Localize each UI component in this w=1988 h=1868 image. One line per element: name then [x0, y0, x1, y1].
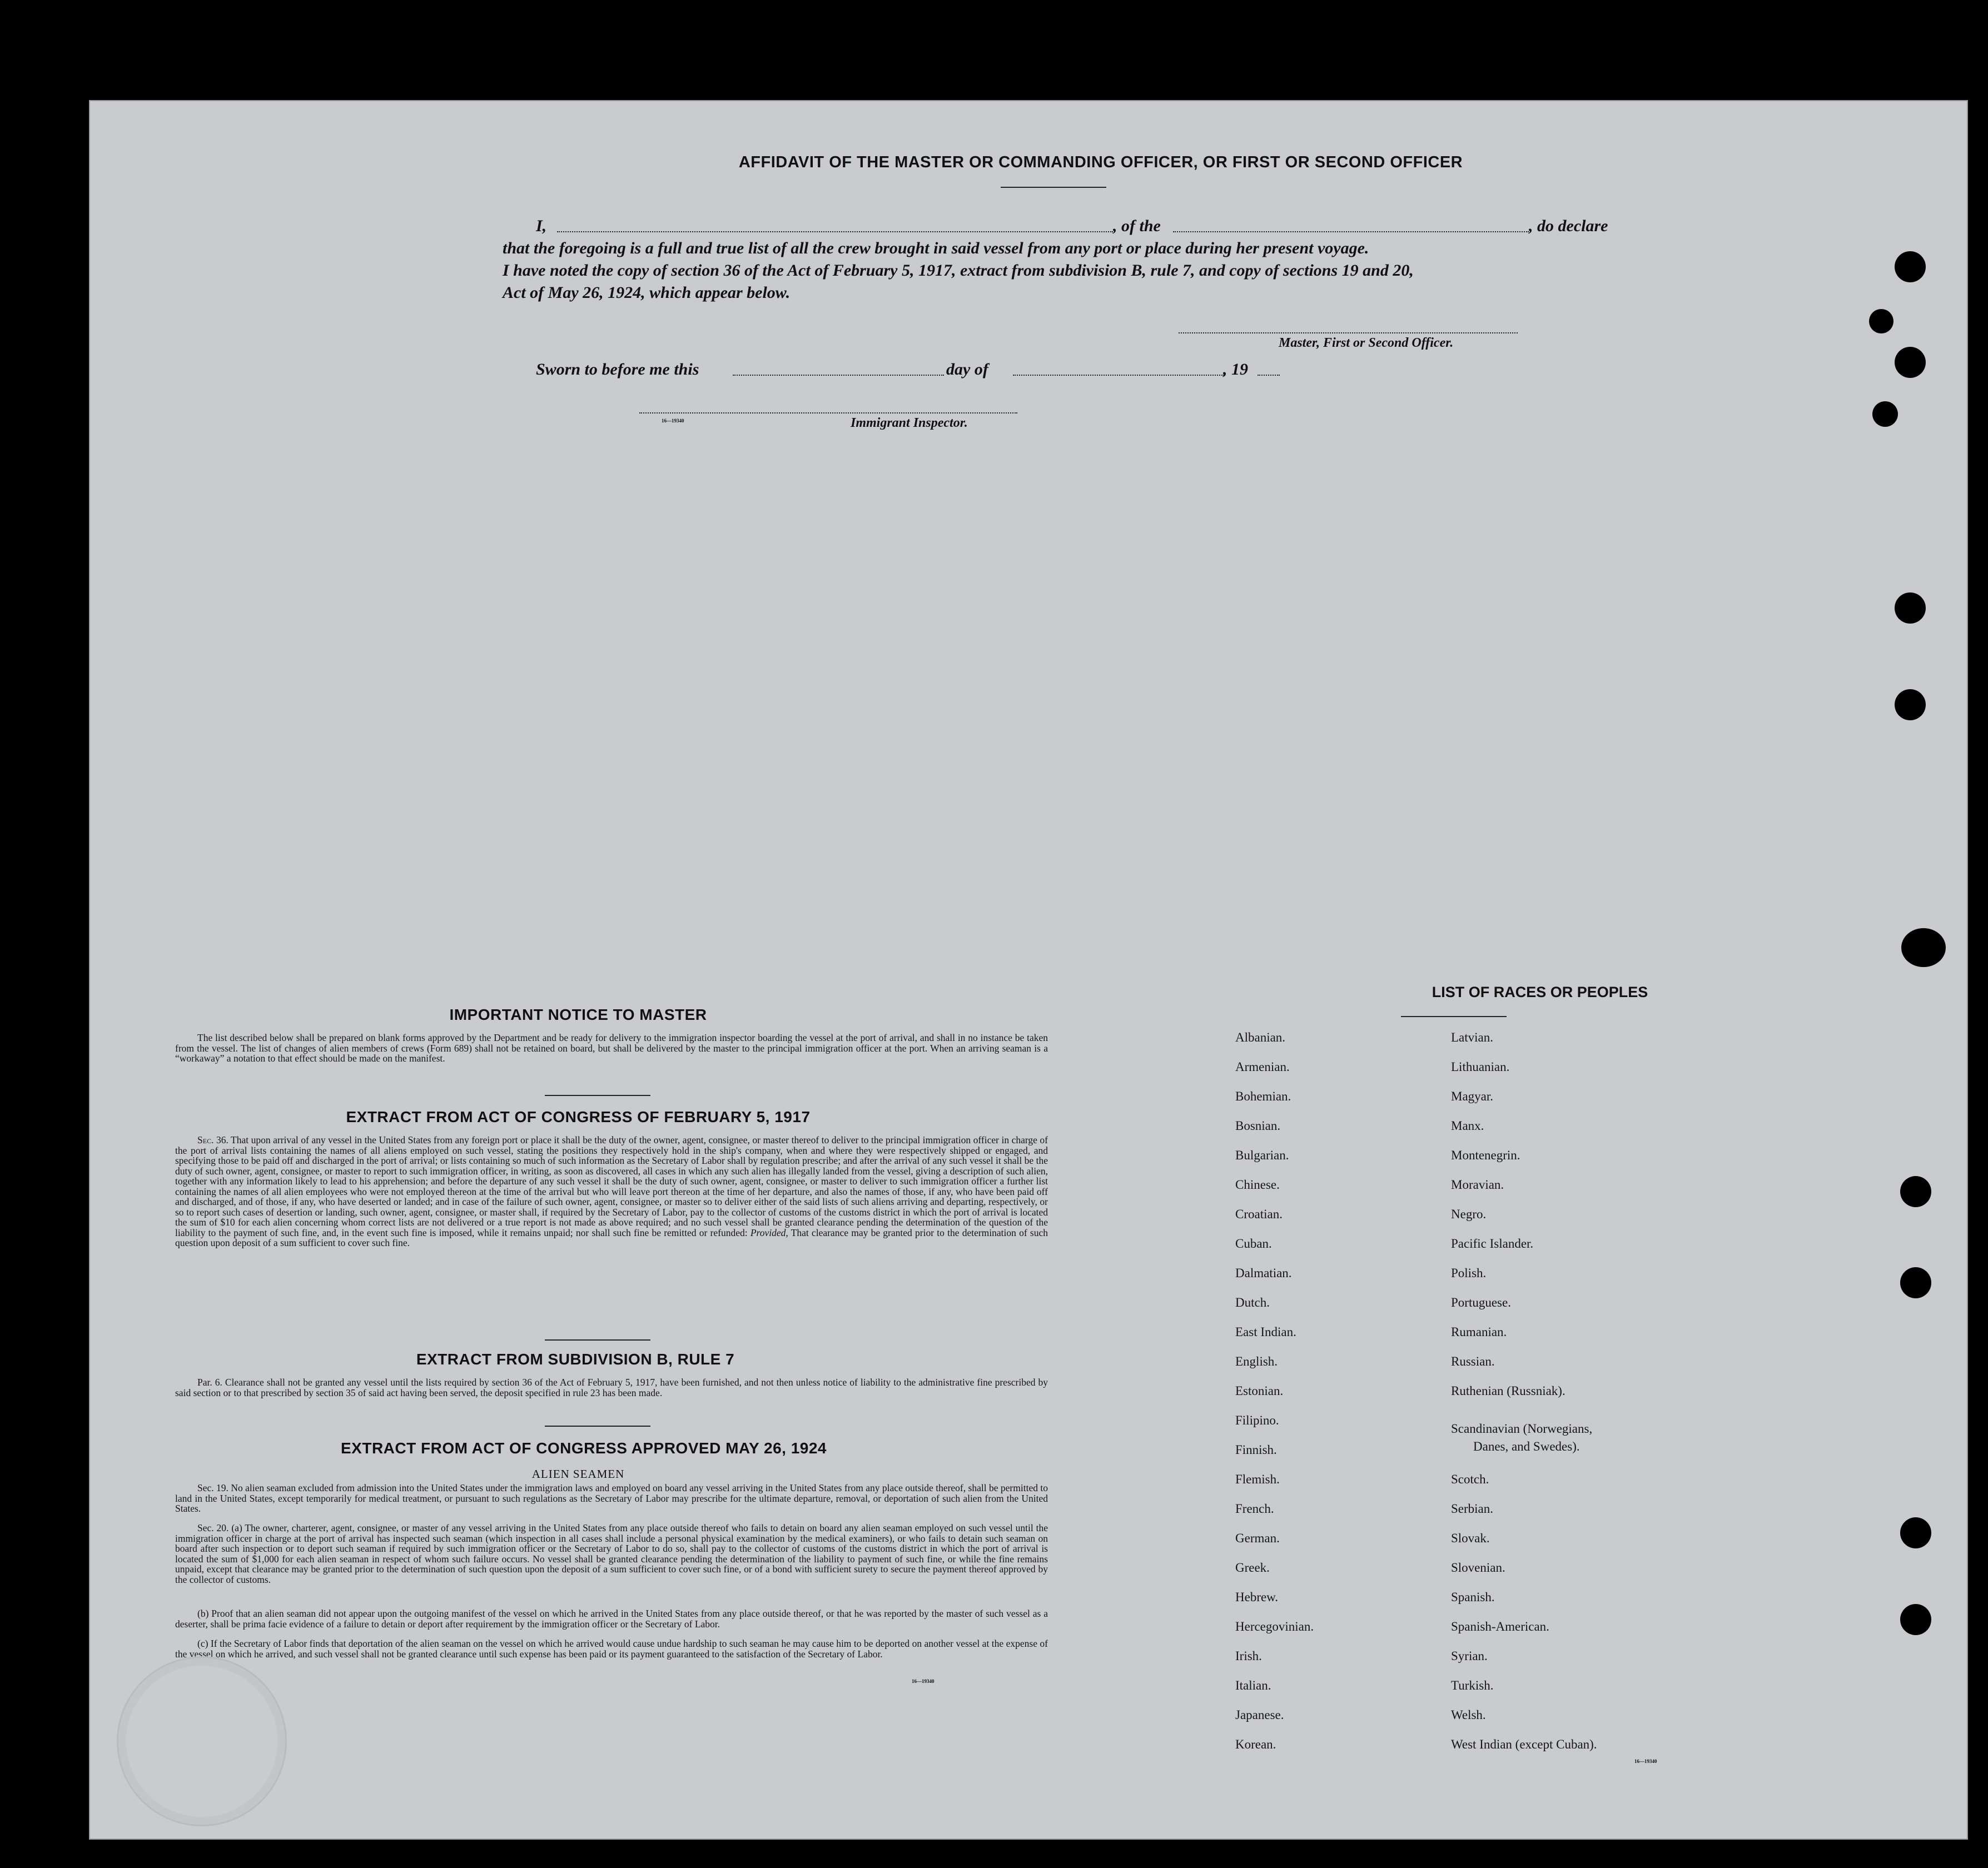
notice-text: The list described below shall be prepared on blank forms approved by the Department and be ready for delivery to the immigration inspector boarding the vessel at the port of arrival, and shall in no instance be taken from the vessel. The list of changes of alien members of crews (Form 689) shall not be retained on board, but shall be delivered by the master to the principal immigration officer at the port. When an arriving seaman is a “workaway” a notation to that effect should be made on the manifest. — [175, 1032, 1048, 1064]
race-left: Italian. — [1235, 1678, 1271, 1692]
sec-20b-text: (b) Proof that an alien seaman did not appear upon the outgoing manifest of the vessel on which he arrived in the United States from any place outside thereof, or that he was reported by the master of such vessel as a deserter, shall be prima facie evidence of a failure to detain or deport after requirement by the immigration officer or the Secretary of Labor. — [175, 1608, 1048, 1630]
race-right: Spanish. — [1451, 1590, 1495, 1604]
divider — [545, 1339, 650, 1341]
master-signature-line[interactable] — [1179, 332, 1518, 333]
notice-title: IMPORTANT NOTICE TO MASTER — [449, 1006, 707, 1023]
race-left: Bosnian. — [1235, 1119, 1281, 1133]
punch-hole — [1895, 251, 1926, 282]
declaration-line-2: that the foregoing is a full and true list of all the crew brought in said vessel from any port or place during her present voyage. — [503, 239, 1369, 257]
race-right: Montenegrin. — [1451, 1148, 1520, 1162]
race-right: Spanish-American. — [1451, 1620, 1549, 1633]
form-page — [89, 100, 1968, 1840]
punch-hole — [1900, 1267, 1931, 1298]
punch-hole — [1895, 347, 1926, 378]
race-left: Hebrew. — [1235, 1590, 1279, 1604]
sec-19-text: Sec. 19. No alien seaman excluded from admission into the United States under the immigration laws and employed on board any vessel arriving in the United States from any place outside thereof, shall be permitted to land in the United States, except temporarily for medical treatment, or pursuant to such regulations as the Secretary of Labor may prescribe for the ultimate departure, removal, or deportation of such alien from the United States. — [175, 1482, 1048, 1514]
race-right: Manx. — [1451, 1119, 1484, 1133]
declaration-line-4: Act of May 26, 1924, which appear below. — [503, 283, 791, 302]
embossed-seal — [117, 1656, 287, 1826]
sworn-day-blank[interactable] — [733, 375, 944, 376]
race-left: Finnish. — [1235, 1443, 1277, 1457]
punch-hole — [1900, 1517, 1931, 1548]
race-right: Serbian. — [1451, 1502, 1494, 1516]
sec-36-body: That upon arrival of any vessel in the United States from any foreign port or place it shall be the duty of the owner, agent, consignee, or master thereof to deliver to the principal immigration officer in charge of the port of arrival lists containing the names of all aliens employed on such vessel, stating the positions they respectively hold in the ship's company, when and where they were respectively shipped or engaged, and specifying those to be paid off and discharged in the port of arrival; or lists containing so much of such information as the Secretary of Labor shall by regulation prescribe; and after the arrival of any such vessel it shall be the duty of such owner, agent, consignee, or master to report to such immigration officer, in writing, as soon as discovered, all cases in which any such alien has illegally landed from the vessel, giving a description of such alien, together with any information likely to lead to his apprehension; and before the departure of any such vessel it shall be the duty of such owner, agent, consignee, or master to deliver to such immigration officer a further list containing the names of all alien employees who were not employed thereon at the time of the arrival but who will leave port thereon at the time of her departure, and also the names of those, if any, who have been paid off and discharged, and of those, if any, who have deserted or landed; and in case of the failure of such owner, agent, consignee, or master so to deliver either of the said lists of such aliens arriving and departing, respectively, or so to report such cases of desertion or landing, such owner, agent, consignee, or master shall, if required by the Secretary of Labor, pay to the collector of customs of the customs district in which the port of arrival is located the sum of $10 for each alien concerning whom correct lists are not delivered or a true report is not made as above required; and no such vessel shall be granted clearance pending the determination of the question of the liability to the payment of such fine, and, in the event such fine is imposed, while it remains unpaid; nor shall such fine be remitted or refunded: — [175, 1134, 1048, 1238]
race-left: Estonian. — [1235, 1384, 1284, 1398]
race-left: Cuban. — [1235, 1237, 1272, 1251]
race-right: Magyar. — [1451, 1089, 1494, 1103]
race-right: West Indian (except Cuban). — [1451, 1737, 1597, 1751]
rule7-title: EXTRACT FROM SUBDIVISION B, RULE 7 — [416, 1351, 735, 1368]
do-declare-label: , do declare — [1529, 217, 1608, 235]
inspector-label: Immigrant Inspector. — [851, 416, 968, 430]
race-left: Croatian. — [1235, 1207, 1283, 1221]
race-left: East Indian. — [1235, 1325, 1296, 1339]
race-right: Lithuanian. — [1451, 1060, 1510, 1074]
race-left: Bohemian. — [1235, 1089, 1291, 1103]
punch-hole — [1900, 1176, 1931, 1207]
race-right: Danes, and Swedes). — [1473, 1439, 1580, 1453]
race-left: Hercegovinian. — [1235, 1620, 1314, 1633]
race-right: Ruthenian (Russniak). — [1451, 1384, 1565, 1398]
race-left: Japanese. — [1235, 1708, 1284, 1722]
race-right: Moravian. — [1451, 1178, 1504, 1192]
race-left: Filipino. — [1235, 1413, 1279, 1427]
race-left: Chinese. — [1235, 1178, 1280, 1192]
race-right: Slovenian. — [1451, 1561, 1505, 1575]
race-right: Rumanian. — [1451, 1325, 1507, 1339]
punch-hole — [1900, 1604, 1931, 1635]
day-of-label: day of — [946, 360, 988, 378]
race-left: Bulgarian. — [1235, 1148, 1289, 1162]
punch-hole — [1869, 309, 1893, 333]
divider — [545, 1095, 650, 1096]
sec-36-label: Sec. 36. — [197, 1134, 228, 1145]
race-right: Turkish. — [1451, 1678, 1494, 1692]
punch-hole — [1895, 592, 1926, 624]
master-label: Master, First or Second Officer. — [1279, 336, 1454, 350]
race-left: German. — [1235, 1531, 1280, 1545]
affidavit-i-label: I, — [536, 217, 547, 235]
race-left: English. — [1235, 1354, 1278, 1368]
affidavit-form-number: 16—19340 — [662, 418, 684, 424]
sworn-label: Sworn to before me this — [536, 360, 699, 378]
race-left: Dalmatian. — [1235, 1266, 1292, 1280]
sec-20a-text: Sec. 20. (a) The owner, charterer, agent, consignee, or master of any vessel arriving in the United States from any place outside thereof who fails to detain on board any alien seaman employed on such vessel until the immigration officer in charge at the port of arrival has inspected such seaman (which inspection in all cases shall include a personal physical examination by the medical examiners), or who fails to detain such seaman on board after such inspection or to deport such seaman if required by such immigration officer or the Secretary of Labor to do so, shall pay to the collector of customs of the customs district in which the port of arrival is located the sum of $1,000 for each alien seaman in respect of whom such failure occurs. No vessel shall be granted clearance pending the determination of the liability to payment of such fine, or while the fine remains unpaid, except that clearance may be granted prior to the determination of such question upon the deposit of a sum sufficient to cover such fine, or of a bond with sufficient surety to secure the payment thereof approved by the collector of customs. — [175, 1522, 1048, 1585]
extract-form-number: 16—19340 — [912, 1678, 935, 1684]
races-underline — [1401, 1016, 1507, 1017]
race-right: Russian. — [1451, 1354, 1495, 1368]
of-the-label: , of the — [1113, 217, 1161, 235]
race-left: Greek. — [1235, 1561, 1270, 1575]
extract-1917-title: EXTRACT FROM ACT OF CONGRESS OF FEBRUARY 5, 1917 — [346, 1108, 811, 1125]
extract-1917-text — [175, 1135, 1048, 1248]
race-right: Pacific Islander. — [1451, 1237, 1534, 1251]
race-right: Latvian. — [1451, 1030, 1493, 1044]
race-right: Polish. — [1451, 1266, 1487, 1280]
declaration-line-3: I have noted the copy of section 36 of the Act of February 5, 1917, extract from subdivision B, rule 7, and copy of sections 19 and 20, — [503, 261, 1414, 280]
race-left: Albanian. — [1235, 1030, 1286, 1044]
races-form-number: 16—19340 — [1634, 1759, 1657, 1764]
race-right: Syrian. — [1451, 1649, 1488, 1663]
name-blank[interactable] — [557, 231, 1113, 232]
race-left: French. — [1235, 1502, 1274, 1516]
year-label: , 19 — [1223, 360, 1248, 378]
race-left: Irish. — [1235, 1649, 1262, 1663]
year-blank[interactable] — [1258, 375, 1280, 376]
extract-1924-title: EXTRACT FROM ACT OF CONGRESS APPROVED MAY 26, 1924 — [341, 1439, 827, 1457]
race-right: Negro. — [1451, 1207, 1487, 1221]
race-left: Korean. — [1235, 1737, 1276, 1751]
sworn-month-blank[interactable] — [1013, 375, 1224, 376]
punch-hole — [1872, 401, 1898, 427]
divider — [545, 1426, 650, 1427]
sec-36-proviso: Provided, — [750, 1227, 788, 1238]
race-left: Dutch. — [1235, 1296, 1270, 1309]
races-title: LIST OF RACES OR PEOPLES — [1432, 984, 1648, 1000]
affidavit-title: AFFIDAVIT OF THE MASTER OR COMMANDING OFFICER, OR FIRST OR SECOND OFFICER — [738, 153, 1463, 171]
sec-36-tail: That clearance may be granted prior to the determination of such question upon deposit of a sum sufficient to cover such fine. — [175, 1227, 1048, 1248]
vessel-blank[interactable] — [1173, 231, 1529, 232]
sec-20c-text: (c) If the Secretary of Labor finds that deportation of the alien seaman on the vessel on which he arrived would cause undue hardship to such seaman he may cause him to be deported on another vessel at the expense of the vessel on which he arrived, and such vessel shall not be granted clearance until such expense has been paid or its payment guaranteed to the satisfaction of the Secretary of Labor. — [175, 1638, 1048, 1660]
inspector-signature-line[interactable] — [639, 412, 1017, 414]
edge-tear — [1901, 928, 1946, 967]
rule7-text: Par. 6. Clearance shall not be granted any vessel until the lists required by section 36 of the Act of February 5, 1917, have been furnished, and not then unless notice of liability to the administrative fine prescribed by said section or to that prescribed by section 35 of said act having been served, the deposit specified in rule 23 has been made. — [175, 1377, 1048, 1398]
race-right: Slovak. — [1451, 1531, 1490, 1545]
race-left: Armenian. — [1235, 1060, 1290, 1074]
punch-hole — [1895, 689, 1926, 720]
race-right: Welsh. — [1451, 1708, 1486, 1722]
alien-seamen-subtitle: ALIEN SEAMEN — [531, 1467, 625, 1481]
race-right: Scotch. — [1451, 1472, 1489, 1486]
title-underline — [1001, 187, 1106, 188]
race-right: Scandinavian (Norwegians, — [1451, 1422, 1593, 1436]
race-left: Flemish. — [1235, 1472, 1280, 1486]
race-right: Portuguese. — [1451, 1296, 1511, 1309]
